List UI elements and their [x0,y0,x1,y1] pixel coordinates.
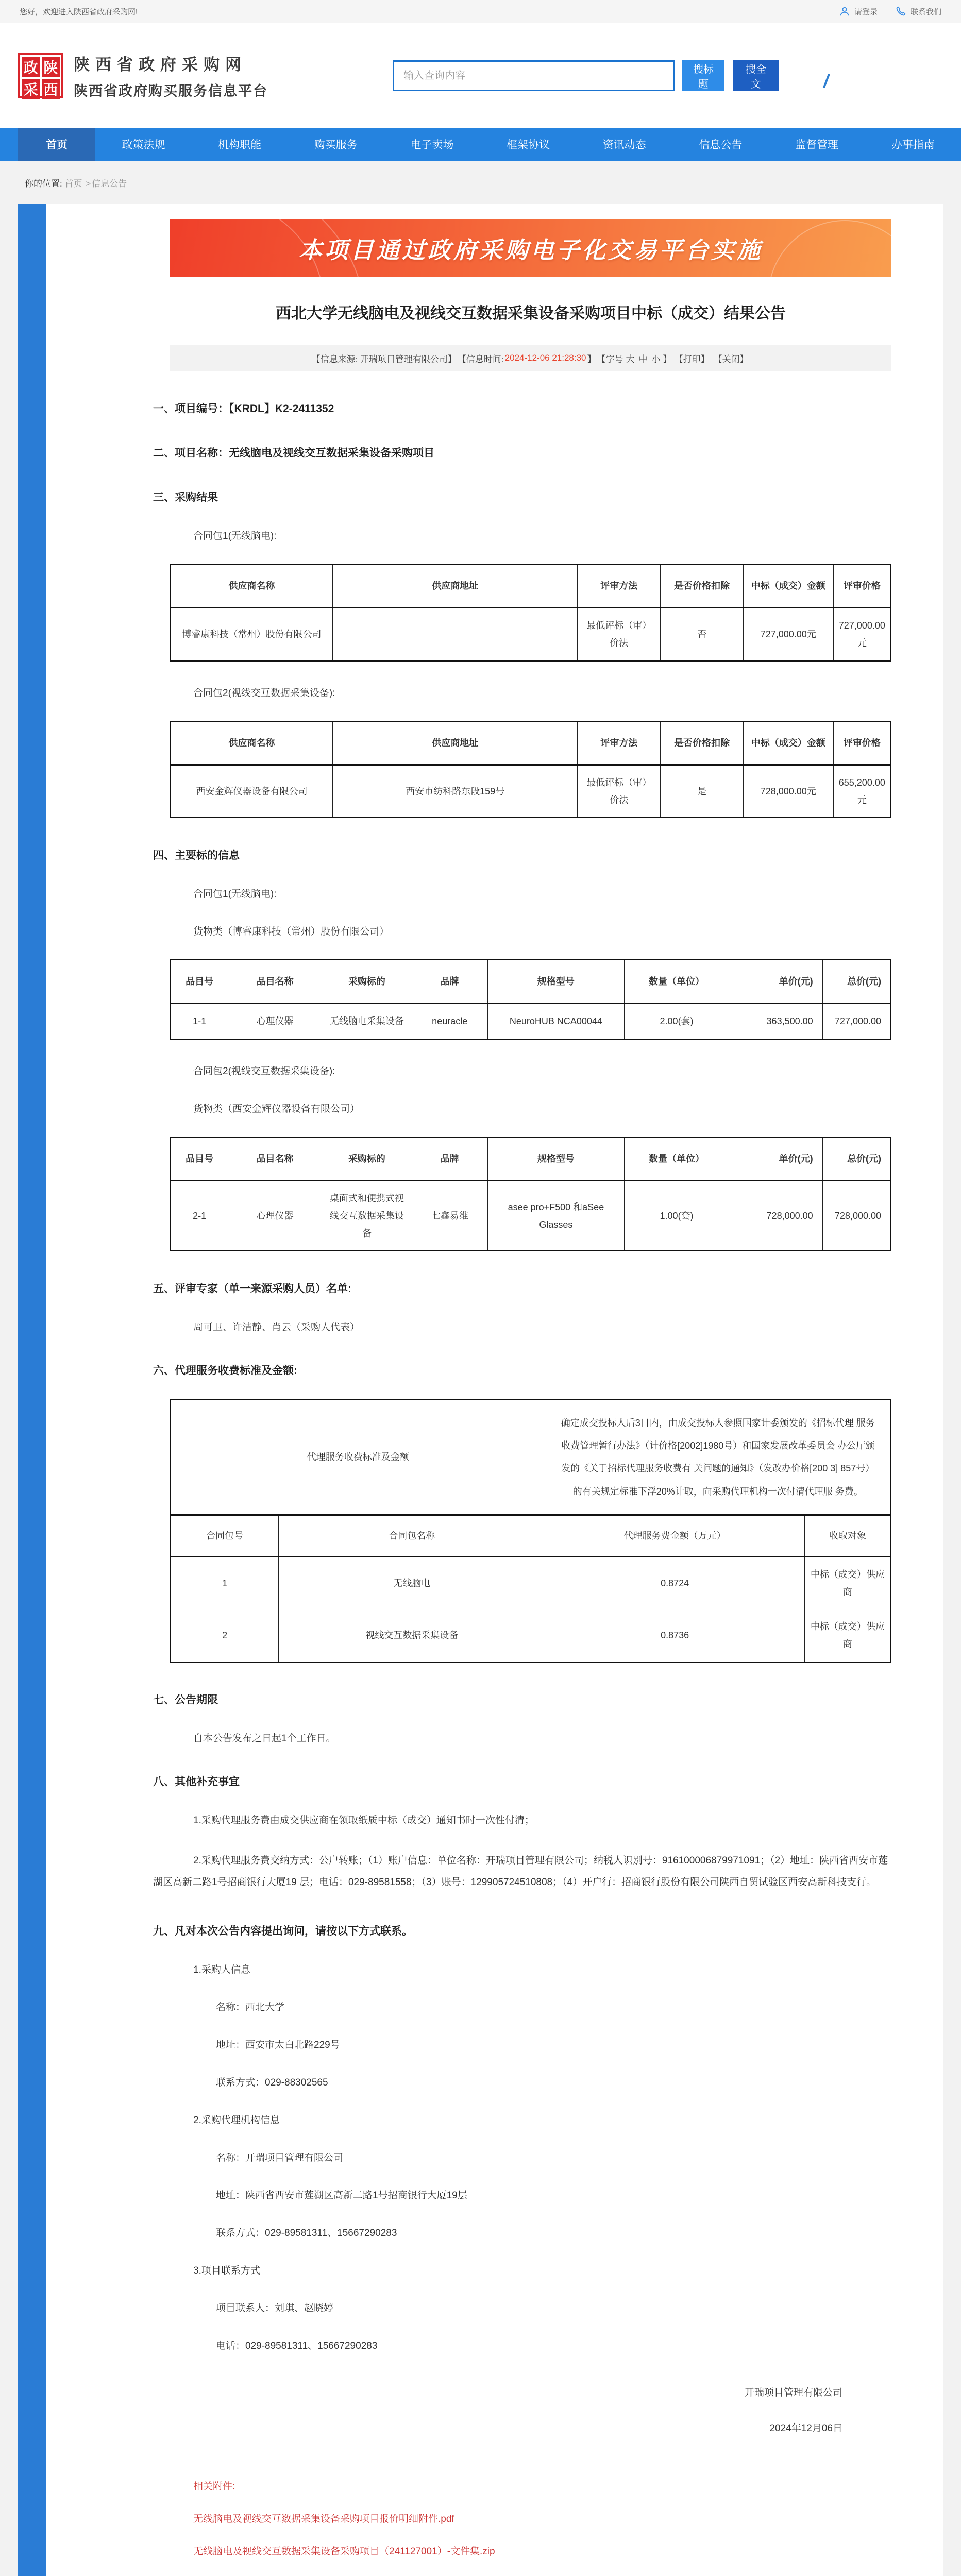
left-blue-stripe [18,204,46,2576]
meta-bar [170,345,891,371]
project-contact-phone: 电话：029-89581311、15667290283 [216,2341,378,2352]
table-cell: 728,000.00元 [743,765,833,818]
table-row [171,1556,891,1609]
table-header-cell: 采购标的 [322,960,412,1004]
info-time-open: 【信息时间: [457,354,504,364]
attachments-block [193,2479,891,2576]
table-header-cell: 品目名称 [228,1137,322,1181]
table-body [171,1400,891,1662]
table-row [171,1180,891,1251]
section-4-main-items: 四、主要标的信息 [153,850,240,862]
table-cell: 中标（成交）供应商 [804,1556,891,1609]
signature-company: 开瑞项目管理有限公司 [744,2387,842,2399]
table-header-cell: 评审方法 [578,564,661,608]
contact-link[interactable] [895,6,941,17]
table-header-row [171,960,891,1004]
site-header [0,23,961,128]
breadcrumb-current[interactable]: 信息公告 [92,179,127,189]
table-header-cell: 评审价格 [833,721,891,765]
contact-label: 联系我们 [910,7,941,16]
table-cell: 心理仪器 [228,1004,322,1039]
table-header-cell: 规格型号 [487,1137,625,1181]
section-9-contact: 九、凡对本次公告内容提出询问，请按以下方式联系。 [153,1925,413,1938]
table-cell: 727,000.00元 [833,608,891,661]
section-4-package2-type: 货物类（西安金辉仪器设备有限公司） [193,1103,360,1114]
site-logo[interactable] [18,52,268,100]
supplementary-item-1: 1.采购代理服务费由成交供应商在领取纸质中标（成交）通知书时一次性付清； [193,1815,534,1826]
table-header-row [171,1137,891,1181]
table-cell: 1-1 [171,1004,228,1039]
agency-phone: 联系方式：029-89581311、15667290283 [216,2228,397,2239]
seal-char: 西 [42,79,60,99]
table-header-cell: 规格型号 [487,960,625,1004]
table-header-row [171,1515,891,1556]
font-size-end: 】 [663,354,672,364]
table-header-cell: 品目号 [171,960,228,1004]
table-cell: 0.8724 [545,1556,804,1609]
package-1-label: 合同包1(无线脑电): [193,531,277,541]
phone-icon [895,6,906,17]
login-link[interactable] [839,6,878,17]
banner-decoration [768,220,891,277]
print-button[interactable]: 【打印】 [674,354,710,364]
table-header-cell: 品目名称 [228,960,322,1004]
table-row [171,1609,891,1662]
table-cell: 博睿康科技（常州）股份有限公司 [171,608,333,661]
nav-item-purchase-service[interactable]: 购买服务 [314,139,358,151]
info-time-close: 】 [587,354,596,364]
table-cell: 728,000.00 [729,1180,822,1251]
user-icon [839,6,850,17]
table-cell: 是 [661,765,744,818]
table-header-cell: 供应商名称 [171,721,333,765]
table-header-cell: 供应商名称 [171,564,333,608]
section-5-experts: 五、评审专家（单一来源采购人员）名单: [153,1283,351,1295]
section-7-period: 七、公告期限 [153,1693,218,1706]
table-head [171,960,891,1004]
table-cell: 无线脑电采集设备 [322,1004,412,1039]
table-cell: 0.8736 [545,1609,804,1662]
breadcrumb-separator: > [86,179,91,189]
platform-banner [170,219,891,277]
content-card [18,204,943,2576]
table-cell: 西安金辉仪器设备有限公司 [171,765,333,818]
table-cell: 2-1 [171,1180,228,1251]
table-cell: 2 [171,1609,279,1662]
seal-char: 陕 [42,57,60,77]
table-cell: 728,000.00 [822,1180,891,1251]
table-row [171,1400,891,1515]
table-body [171,765,891,818]
search-input[interactable] [393,60,675,91]
table-header-cell: 供应商地址 [333,721,578,765]
table-cell: 中标（成交）供应商 [804,1609,891,1662]
nav-item-policies[interactable]: 政策法规 [122,139,165,151]
table-cell [333,608,578,661]
table-header-cell: 评审价格 [833,564,891,608]
attachment-link-file-collection-zip[interactable]: 无线脑电及视线交互数据采集设备采购项目（241127001）-文件集.zip [193,2546,495,2557]
section-1-project-number: 一、项目编号：【KRDL】K2-2411352 [153,403,334,415]
table-body [171,608,891,661]
buyer-address: 地址：西安市太白北路229号 [216,2040,340,2051]
buyer-name: 名称：西北大学 [216,2002,285,2013]
table-header-row [171,564,891,608]
close-button[interactable]: 【关闭】 [713,354,749,364]
announcement-document [46,204,943,2576]
table-header-cell: 总价(元) [822,1137,891,1181]
table-header-cell: 品牌 [412,1137,487,1181]
nav-item-news[interactable]: 资讯动态 [602,139,646,151]
item-table-package1 [170,959,891,1039]
project-contact-heading: 3.项目联系方式 [193,2265,260,2277]
attachment-link-quote-details-pdf[interactable]: 无线脑电及视线交互数据采集设备采购项目报价明细附件.pdf [193,2514,454,2525]
table-header-cell: 单价(元) [729,1137,822,1181]
banner-text: 本项目通过政府采购电子化交易平台实施 [298,236,763,263]
logo-seal-icon [18,53,63,98]
banner-decoration [170,219,366,277]
table-header-cell: 合同包名称 [279,1515,545,1556]
table-header-cell: 数量（单位） [625,960,729,1004]
site-subtitle: 陕西省政府购买服务信息平台 [74,83,268,99]
site-name: 陕西省政府采购网 [74,55,247,74]
period-text: 自本公告发布之日起1个工作日。 [193,1733,336,1744]
section-8-supplementary: 八、其他补充事宜 [153,1775,240,1788]
table-cell: 363,500.00 [729,1004,822,1039]
table-row [171,1004,891,1039]
search-title-button[interactable]: 搜标题 [682,60,724,91]
table-cell: 无线脑电 [279,1556,545,1609]
package-2-label: 合同包2(视线交互数据采集设备): [193,687,335,699]
table-header-cell: 评审方法 [578,721,661,765]
seal-char: 采 [22,79,40,99]
buyer-info-heading: 1.采购人信息 [193,1964,250,1976]
table-cell: 1.00(套) [625,1180,729,1251]
table-body [171,1004,891,1039]
table-cell: 1 [171,1556,279,1609]
table-cell: 最低评标（审）价法 [578,765,661,818]
top-bar [0,0,961,23]
table-cell: 727,000.00 [822,1004,891,1039]
table-cell: 2.00(套) [625,1004,729,1039]
table-cell: 桌面式和便携式视线交互数据采集设备 [322,1180,412,1251]
agency-name: 名称：开瑞项目管理有限公司 [216,2153,344,2164]
nav-item-guide[interactable]: 办事指南 [891,139,935,151]
attachments-label: 相关附件: [193,2481,235,2493]
font-large-button[interactable]: 大 [626,354,635,364]
table-header-cell: 数量（单位） [625,1137,729,1181]
fee-standard-text: 确定成交投标人后3日内，由成交投标人参照国家计委颁发的《招标代理 服务收费管理暂行办法》（计价格[2002]1980号）和国家发展改革委员会 办公厅颁发的《关于招标代理服务收费有 关问题的通知》（发改办价格[200 3] 857号）的有关规定标准下浮20%计取，向采购代理机构一次付清代理服 务费。 [545,1400,891,1515]
table-cell: 心理仪器 [228,1180,322,1251]
section-3-result: 三、采购结果 [153,492,218,503]
table-header-cell: 品目号 [171,1137,228,1181]
breadcrumb-home[interactable]: 首页 [64,179,82,189]
table-cell: 西安市纺科路东段159号 [333,765,578,818]
agency-address: 地址：陕西省西安市莲湖区高新二路1号招商银行大厦19层 [216,2190,467,2201]
table-header-cell: 是否价格扣除 [661,721,744,765]
table-cell: neuracle [412,1004,487,1039]
table-row [171,608,891,661]
agency-info-heading: 2.采购代理机构信息 [193,2115,280,2126]
table-row [171,765,891,818]
table-cell: 655,200.00元 [833,765,891,818]
table-header-cell: 总价(元) [822,960,891,1004]
item-table-package2 [170,1137,891,1252]
table-header-cell: 是否价格扣除 [661,564,744,608]
info-time: 2024-12-06 21:28:30 [504,353,586,363]
table-cell: 最低评标（审）价法 [578,608,661,661]
supplementary-item-2: 2.采购代理服务费交纳方式：公户转账；（1）账户信息：单位名称：开瑞项目管理有限公司；纳税人识别号：916100006879971091；（2）地址：陕西省西安市莲湖区高新二路1号招商银行大厦19 层；电话：029-89581558；（3）账号：129905724510808；（4）开户行：招商银行股份有限公司陕西自贸试验区西安高新科技支行。 [153,1855,888,1888]
supplier-table-package1 [170,564,891,662]
table-cell: asee pro+F500 和aSee Glasses [487,1180,625,1251]
breadcrumb [0,161,961,204]
nav-item-framework[interactable]: 框架协议 [507,139,550,151]
info-source: 【信息来源: 开瑞项目管理有限公司】 [311,354,457,364]
section-2-project-name: 二、项目名称：无线脑电及视线交互数据采集设备采购项目 [153,447,434,459]
table-head [171,1137,891,1181]
table-header-row [171,721,891,765]
signature-date: 2024年12月06日 [769,2423,842,2434]
experts-list: 周可卫、许洁静、肖云（采购人代表） [193,1322,360,1333]
font-size-label: 【字号 [597,354,623,364]
table-cell: 七鑫易维 [412,1180,487,1251]
section-4-package2-label: 合同包2(视线交互数据采集设备): [193,1065,335,1077]
table-header-cell: 供应商地址 [333,564,578,608]
table-head [171,564,891,608]
table-cell: 727,000.00元 [743,608,833,661]
search-bar [393,60,779,91]
breadcrumb-label: 你的位置: [25,179,62,189]
site-titles [74,52,268,100]
seal-char: 政 [22,57,40,77]
table-header-cell: 采购标的 [322,1137,412,1181]
font-medium-button[interactable]: 中 [638,354,648,364]
table-header-cell: 中标（成交）金额 [743,564,833,608]
font-small-button[interactable]: 小 [651,354,661,364]
nav-item-e-market[interactable]: 电子卖场 [410,139,454,151]
supplier-table-package2 [170,721,891,819]
buyer-phone: 联系方式：029-88302565 [216,2077,328,2089]
announcement-title: 西北大学无线脑电及视线交互数据采集设备采购项目中标（成交）结果公告 [276,305,786,322]
decorative-slash: / [823,71,829,92]
signature-block [153,2385,842,2434]
table-header-cell: 合同包号 [171,1515,279,1556]
welcome-text: 您好，欢迎进入陕西省政府采购网! [20,7,138,16]
table-header-cell: 中标（成交）金额 [743,721,833,765]
top-bar-right [839,6,941,17]
table-header-cell: 代理服务费金额（万元） [545,1515,804,1556]
table-cell: NeuroHUB NCA00044 [487,1004,625,1039]
table-cell: 否 [661,608,744,661]
nav-item-supervision[interactable]: 监督管理 [795,139,839,151]
table-head [171,721,891,765]
search-fulltext-button[interactable]: 搜全文 [733,60,779,91]
agency-fee-table [170,1399,891,1662]
nav-item-announcements[interactable]: 信息公告 [699,139,743,151]
table-cell: 视线交互数据采集设备 [279,1609,545,1662]
table-header-cell: 收取对象 [804,1515,891,1556]
main-nav [0,128,961,161]
section-4-package1-label: 合同包1(无线脑电): [193,889,277,900]
table-body [171,1180,891,1251]
project-contact-person: 项目联系人：刘琪、赵晓婷 [216,2303,334,2314]
section-4-package1-type: 货物类（博睿康科技（常州）股份有限公司） [193,926,390,938]
fee-standard-label: 代理服务收费标准及金额 [171,1400,545,1515]
table-header-cell: 品牌 [412,960,487,1004]
table-header-cell: 单价(元) [729,960,822,1004]
nav-item-functions[interactable]: 机构职能 [218,139,261,151]
section-6-agency-fee: 六、代理服务收费标准及金额: [153,1365,297,1377]
login-label: 请登录 [854,7,878,16]
nav-item-home[interactable]: 首页 [18,128,95,161]
